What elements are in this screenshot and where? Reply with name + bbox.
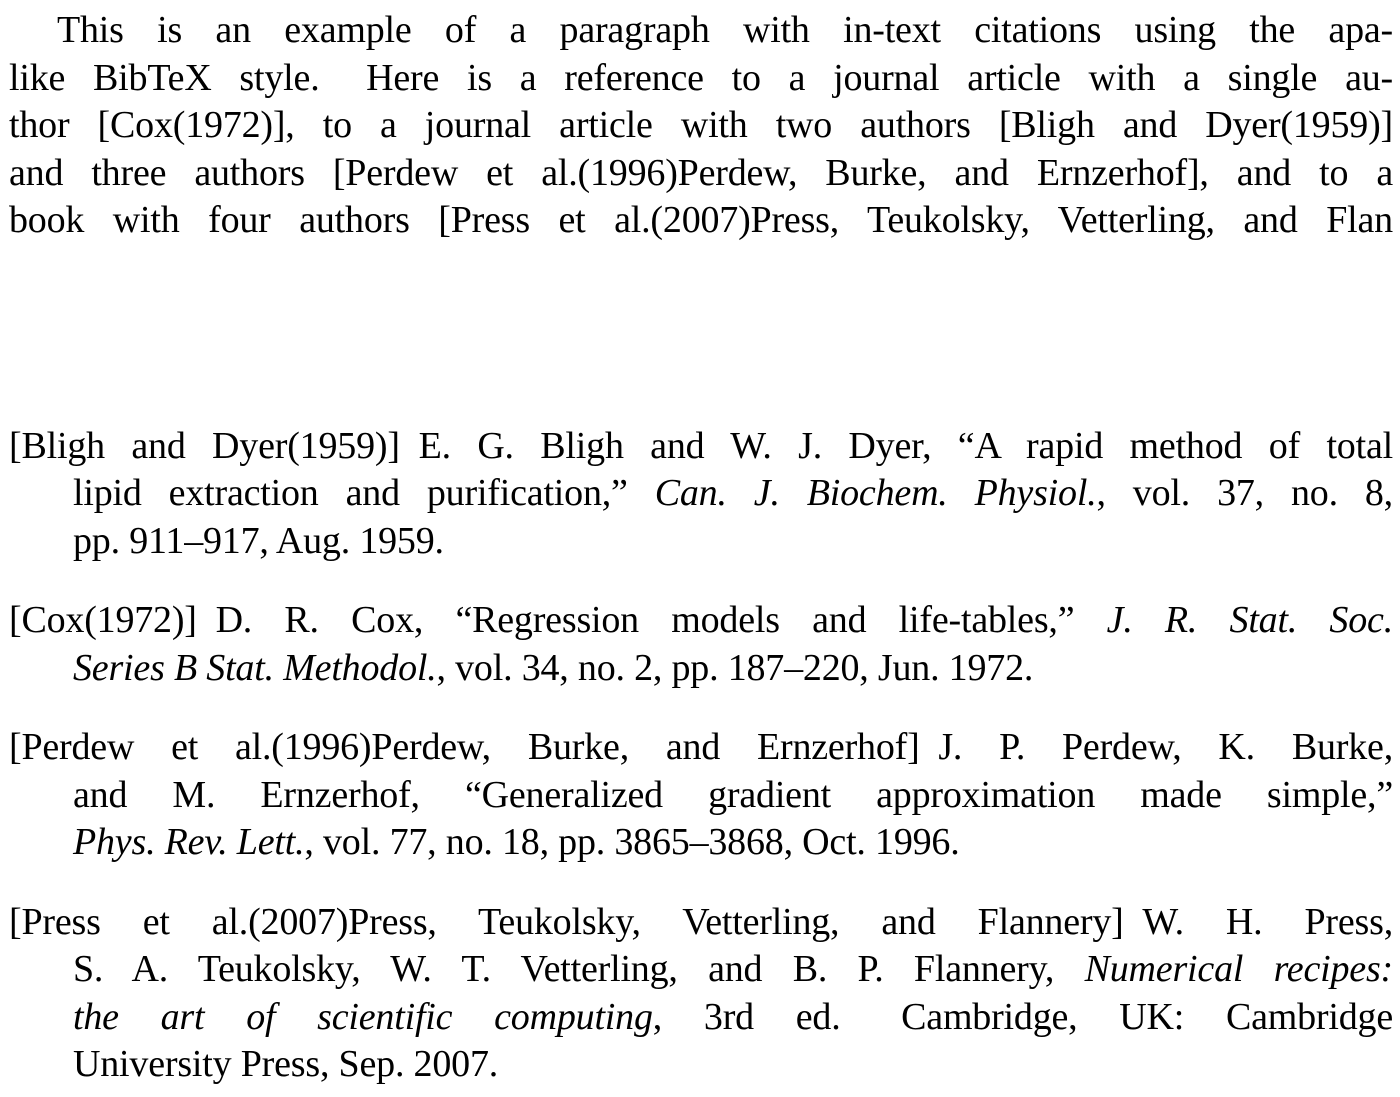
text-segment: pp. 911–917, Aug. 1959. <box>73 519 444 562</box>
reference-line <box>9 470 1393 518</box>
reference-entry <box>9 423 1393 566</box>
bibliography-list <box>9 423 1393 1089</box>
citation-paragraph <box>9 7 1393 245</box>
text-segment: [Press et al.(2007)Press, Teukolsky, Vetterling, and Flannery] W. H. Press, <box>9 900 1393 943</box>
reference-line <box>9 518 1393 566</box>
reference-line <box>9 899 1393 947</box>
text-segment: , vol. 77, no. 18, pp. 3865–3868, Oct. 1996. <box>304 821 960 863</box>
reference-entry <box>9 724 1393 867</box>
reference-line <box>9 1041 1393 1089</box>
reference-entry <box>9 899 1393 1089</box>
text-segment: S. A. Teukolsky, W. T. Vetterling, and B. P. Flannery, <box>73 948 1085 990</box>
reference-line <box>9 994 1393 1042</box>
text-segment: , vol. 34, no. 2, pp. 187–220, Jun. 1972. <box>436 646 1034 689</box>
text-segment: thor [Cox(1972)], to a journal article with two authors [Bligh and Dyer(1959)] <box>9 104 1393 146</box>
reference-line <box>9 645 1393 693</box>
reference-line <box>9 946 1393 994</box>
text-segment: and three authors [Perdew et al.(1996)Perdew, Burke, and Ernzerhof], and to a <box>9 151 1393 194</box>
paragraph-line <box>9 197 1393 245</box>
text-segment: University Press, Sep. 2007. <box>73 1043 499 1085</box>
text-segment: [Perdew et al.(1996)Perdew, Burke, and Ernzerhof] J. P. Perdew, K. Burke, <box>9 726 1393 768</box>
text-segment: This is an example of a paragraph with in-text citations using the apa- <box>57 9 1393 51</box>
paragraph-line <box>9 7 1393 55</box>
reference-entry <box>9 597 1393 692</box>
italic-text-segment: Phys. Rev. Lett. <box>73 821 305 863</box>
italic-text-segment: J. R. Stat. Soc. <box>1106 599 1393 641</box>
reference-line <box>9 597 1393 645</box>
italic-text-segment: Can. J. Biochem. Physiol. <box>654 472 1097 514</box>
text-segment: lipid extraction and purification,” <box>73 472 655 514</box>
reference-line <box>9 819 1393 867</box>
text-segment: like BibTeX style. Here is a reference to a journal article with a single au- <box>9 56 1393 99</box>
reference-line <box>9 772 1393 820</box>
text-segment: [Cox(1972)] D. R. Cox, “Regression models and life-tables,” <box>9 599 1107 641</box>
paragraph-line <box>9 102 1393 150</box>
paragraph-line <box>9 55 1393 103</box>
text-segment: , vol. 37, no. 8, <box>1096 472 1393 514</box>
paragraph-line <box>9 150 1393 198</box>
text-segment: and M. Ernzerhof, “Generalized gradient approximation made simple,” <box>73 773 1393 816</box>
text-segment: [Bligh and Dyer(1959)] E. G. Bligh and W. J. Dyer, “A rapid method of total <box>9 424 1393 467</box>
text-segment: , 3rd ed. Cambridge, UK: Cambridge <box>652 995 1393 1038</box>
reference-line <box>9 724 1393 772</box>
reference-line <box>9 423 1393 471</box>
text-segment: book with four authors [Press et al.(2007)Press, Teukolsky, Vetterling, and Flan <box>9 199 1393 241</box>
italic-text-segment: the art of scientific computing <box>73 995 653 1038</box>
italic-text-segment: Numerical recipes: <box>1084 948 1393 990</box>
italic-text-segment: Series B Stat. Methodol. <box>73 646 437 689</box>
